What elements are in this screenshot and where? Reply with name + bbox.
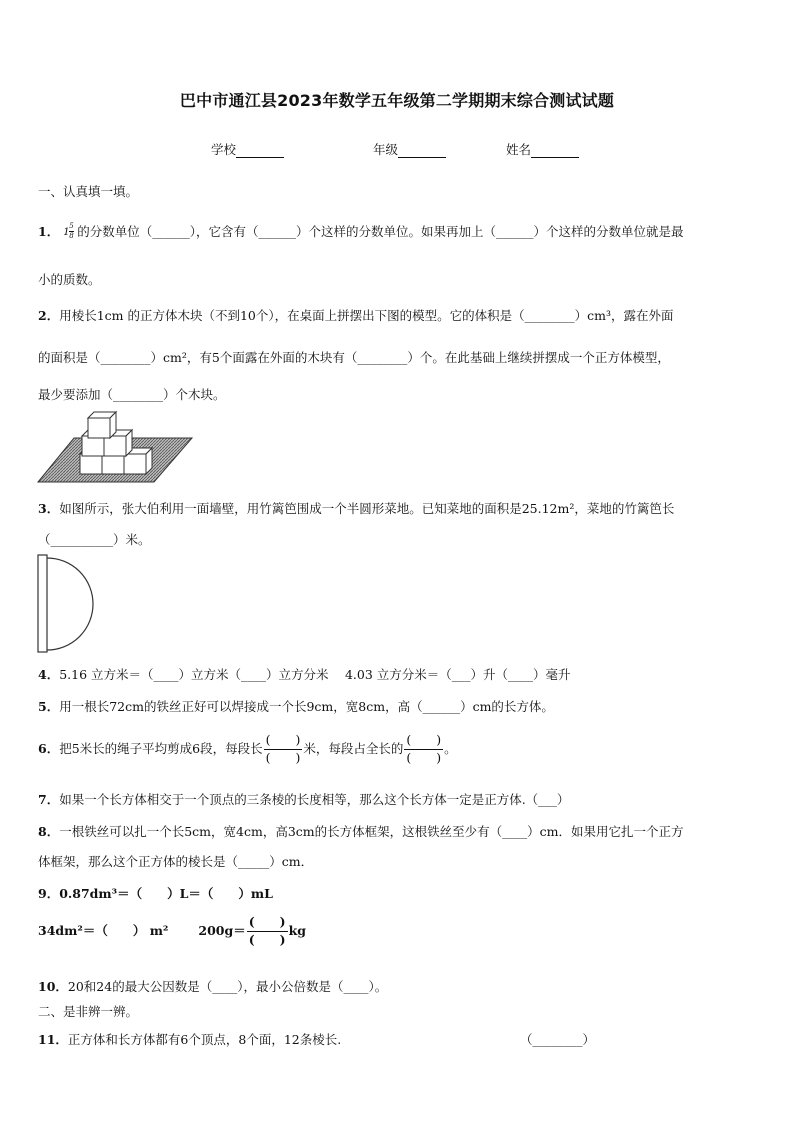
mixed-number [63, 223, 77, 243]
question-text: 正方体和长方体都有6个顶点，8个面，12条棱长. [67, 1032, 342, 1047]
question-8-line-1 [38, 822, 683, 840]
question-9-line-1 [38, 884, 273, 902]
grade-label: 年级 [373, 142, 399, 157]
question-2-line-2: 的面积是（________）cm²，有5个面露在外面的木块有（________）个。在此基础上继续拼摆成一个正方体模型， [38, 350, 670, 365]
question-number: 6． [38, 741, 60, 756]
question-text: 把5米长的绳子平均剪成6段，每段长 [59, 741, 263, 756]
fraction-blank[interactable] [264, 732, 303, 767]
school-field[interactable] [211, 140, 284, 158]
section-heading-1: 一、认真填一填。 [38, 184, 139, 199]
cube-model-figure [36, 410, 196, 486]
fraction-denominator-blank[interactable]: ( ) [248, 932, 286, 947]
semicircle-garden-figure [36, 554, 96, 654]
cube [80, 454, 102, 474]
question-number: 5． [38, 699, 60, 714]
cube [102, 454, 124, 474]
fraction-numerator-blank[interactable]: ( ) [264, 732, 303, 750]
name-label: 姓名 [506, 142, 532, 157]
question-text: 的分数单位（______），它含有（______）个这样的分数单位。如果再加上（______）个这样的分数单位就是最 [77, 224, 684, 239]
fraction-numerator-blank[interactable]: ( ) [404, 732, 443, 750]
fraction-blank[interactable] [247, 914, 288, 949]
question-text: 。 [444, 741, 457, 756]
cube [124, 454, 146, 474]
question-2-line-1 [38, 306, 674, 324]
question-text: 如图所示，张大伯利用一面墙壁，用竹篱笆围成一个半圆形菜地。已知菜地的面积是25.12m²，菜地的竹篱笆长 [59, 501, 675, 516]
question-9-line-2 [38, 914, 306, 949]
question-6 [38, 732, 457, 767]
fence-arc [47, 558, 93, 650]
question-number: 7． [38, 792, 60, 807]
mixed-numerator: 5 [69, 221, 74, 230]
wall [38, 555, 47, 652]
name-blank[interactable] [531, 143, 579, 158]
name-field[interactable] [506, 140, 579, 158]
section-heading-2: 二、是非辨一辨。 [38, 1004, 139, 1019]
question-number: 3． [38, 501, 60, 516]
cube [82, 436, 104, 456]
question-text: 5.16 立方米＝（____）立方米（____）立方分米 4.03 立方分米＝（___）升（____）毫升 [59, 667, 571, 682]
question-number: 4． [38, 667, 60, 682]
question-5 [38, 697, 554, 715]
question-text: 20和24的最大公因数是（____），最小公倍数是（____）。 [67, 979, 388, 994]
fraction-blank[interactable] [404, 732, 443, 767]
mixed-whole: 1 [63, 226, 70, 238]
student-info-row [0, 140, 794, 160]
fraction-denominator-blank[interactable]: ( ) [406, 750, 442, 765]
question-text: 0.87dm³＝（ ）L＝（ ）mL [59, 886, 273, 901]
question-number: 9． [38, 886, 60, 901]
question-7 [38, 790, 569, 808]
grade-field[interactable] [373, 140, 446, 158]
question-number: 2． [38, 308, 60, 323]
cube [88, 418, 110, 438]
question-text: 34dm²＝（ ） m² [38, 923, 169, 938]
question-10 [38, 977, 387, 995]
cube [104, 436, 126, 456]
page-title: 巴中市通江县2023年数学五年级第二学期期末综合测试试题 [179, 91, 615, 110]
question-1-line-2: 小的质数。 [38, 272, 101, 287]
question-text: 如果一个长方体相交于一个顶点的三条棱的长度相等，那么这个长方体一定是正方体.（___） [59, 792, 570, 807]
question-number: 8． [38, 824, 60, 839]
fraction-numerator-blank[interactable]: ( ) [247, 914, 288, 932]
question-3-line-2: （__________）米。 [38, 532, 151, 547]
question-3-line-1 [38, 499, 674, 517]
question-number: 10． [38, 979, 68, 994]
question-11 [38, 1030, 341, 1048]
question-text: 米，每段占全长的 [303, 741, 404, 756]
question-text: 用一根长72cm的铁丝正好可以焊接成一个长9cm，宽8cm，高（______）cm的长方体。 [59, 699, 554, 714]
question-number: 1． [38, 224, 60, 239]
question-1-line-1 [38, 222, 683, 243]
question-2-line-3: 最少要添加（________）个木块。 [38, 387, 226, 402]
question-text: 一根铁丝可以扎一个长5cm，宽4cm，高3cm的长方体框架，这根铁丝至少有（____）cm．如果用它扎一个正方 [59, 824, 684, 839]
question-8-line-2: 体框架，那么这个正方体的棱长是（_____）cm． [38, 854, 314, 869]
question-number: 11． [38, 1032, 68, 1047]
answer-blank[interactable]: （________） [520, 1032, 596, 1047]
question-text: 用棱长1cm 的正方体木块（不到10个），在桌面上拼摆出下图的模型。它的体积是（________）cm³，露在外面 [59, 308, 674, 323]
fraction-denominator-blank[interactable]: ( ) [265, 750, 301, 765]
mixed-denominator: 8 [69, 231, 74, 240]
question-4 [38, 665, 571, 683]
question-text: 200g＝ [198, 923, 246, 938]
question-text: kg [288, 923, 306, 938]
grade-blank[interactable] [398, 143, 446, 158]
school-blank[interactable] [236, 143, 284, 158]
school-label: 学校 [211, 142, 237, 157]
